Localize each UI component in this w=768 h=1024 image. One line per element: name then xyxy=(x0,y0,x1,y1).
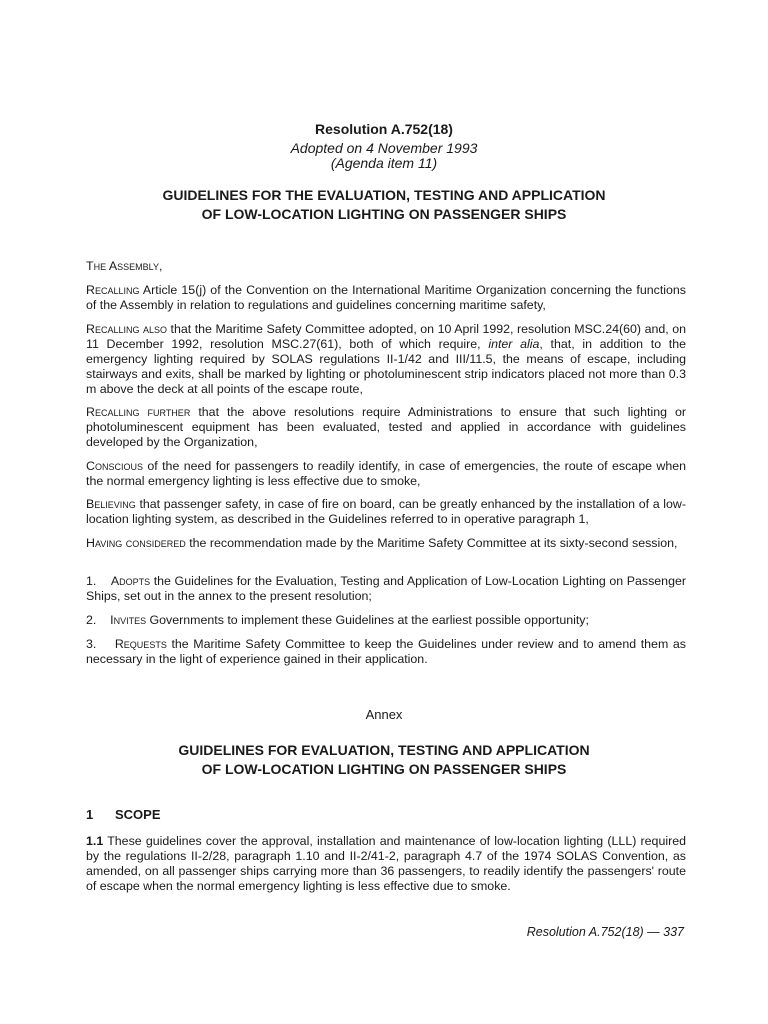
agenda-item: (Agenda item 11) xyxy=(330,155,438,171)
scope-paragraph xyxy=(86,834,686,894)
operative-text-3: the Maritime Safety Committee to keep the Guidelines under review and to amend them as necessary in the light of experience gained in their application. xyxy=(86,637,686,666)
resolution-heading-line-2: OF LOW-LOCATION LIGHTING ON PASSENGER SHIPS xyxy=(201,206,567,222)
preamble-lead-1: Recalling xyxy=(86,283,140,297)
operative-lead-2: Invites xyxy=(110,613,147,627)
adoption-date: Adopted on 4 November 1993 xyxy=(290,140,478,156)
preamble-text-5: that passenger safety, in case of fire on board, can be greatly enhanced by the installation of a low-location lighting system, as described in the Guidelines referred to in operative paragraph 1, xyxy=(86,497,686,526)
operative-paragraph-1 xyxy=(86,574,686,604)
operative-lead-3: Requests xyxy=(114,637,167,651)
operative-number-3: 3. xyxy=(86,637,97,651)
preamble-italic-2: inter alia xyxy=(488,337,540,351)
preamble-text-1: Article 15(j) of the Convention on the International Maritime Organization concerning the functions of the Assembly in relation to regulations and guidelines concerning maritime safety, xyxy=(86,283,686,312)
resolution-title: Resolution A.752(18) xyxy=(315,121,453,137)
preamble-lead-5: Believing xyxy=(86,497,136,511)
preamble-paragraph-5 xyxy=(86,497,686,527)
operative-number-1: 1. xyxy=(86,574,97,588)
preamble-text-6: the recommendation made by the Maritime Safety Committee at its sixty-second session, xyxy=(185,536,678,550)
operative-text-2: Governments to implement these Guidelines at the earliest possible opportunity; xyxy=(146,613,589,627)
preamble-text-2b: , that, in addition to the emergency lighting required by SOLAS regulations II-1/42 and III/11.5, the means of escape, including stairways and exits, shall be marked by lighting or photoluminescent strip indicators placed not more than 0.3 m above the deck at all points of the escape route, xyxy=(86,337,687,396)
operative-paragraph-2 xyxy=(86,613,686,628)
annex-label: Annex xyxy=(365,707,403,722)
preamble-text-3: that the above resolutions require Administrations to ensure that such lighting or photoluminescent equipment has been evaluated, tested and applied in accordance with guidelines developed by the Organization, xyxy=(86,405,687,449)
preamble-paragraph-1 xyxy=(86,283,686,313)
operative-paragraph-3 xyxy=(86,637,686,667)
scope-paragraph-text: These guidelines cover the approval, installation and maintenance of low-location lighting (LLL) required by the regulations II-2/28, paragraph 1.10 and II-2/41-2, paragraph 4.7 of the 1974 SOLAS Convention, as amended, on all passenger ships carrying more than 36 passengers, to readily identify the passengers' route of escape when the normal emergency lighting is less effective due to smoke. xyxy=(86,834,686,893)
section-title: SCOPE xyxy=(115,807,161,822)
preamble-paragraph-3 xyxy=(86,405,686,450)
operative-number-2: 2. xyxy=(86,613,97,627)
preamble-lead-6: Having considered xyxy=(86,536,186,550)
section-number: 1 xyxy=(86,807,94,822)
preamble-paragraph-4 xyxy=(86,459,686,489)
preamble-paragraph-2 xyxy=(86,322,686,397)
preamble-text-2a: that the Maritime Safety Committee adopted, on 10 April 1992, resolution MSC.24(60) and, on 11 December 1992, resolution MSC.27(61), both of which require, xyxy=(86,322,686,351)
preamble-lead-4: Conscious xyxy=(86,459,143,473)
preamble-paragraph-6 xyxy=(86,536,686,551)
preamble-text-4: of the need for passengers to readily identify, in case of emergencies, the route of escape when the normal emergency lighting is less effective due to smoke, xyxy=(86,459,686,488)
operative-lead-1: Adopts xyxy=(110,574,151,588)
annex-heading xyxy=(0,741,768,779)
annex-heading-line-1: GUIDELINES FOR EVALUATION, TESTING AND APPLICATION xyxy=(178,742,590,758)
resolution-heading-line-1: GUIDELINES FOR THE EVALUATION, TESTING AND APPLICATION xyxy=(162,187,606,203)
scope-paragraph-number: 1.1 xyxy=(86,834,104,848)
page-footer: Resolution A.752(18) — 337 xyxy=(526,925,684,939)
preamble-lead-3: Recalling further xyxy=(86,405,191,419)
annex-heading-line-2: OF LOW-LOCATION LIGHTING ON PASSENGER SHIPS xyxy=(201,761,567,777)
assembly-salutation: The Assembly, xyxy=(86,259,163,273)
resolution-heading xyxy=(0,186,768,224)
preamble-lead-2: Recalling also xyxy=(86,322,167,336)
operative-text-1: the Guidelines for the Evaluation, Testing and Application of Low-Location Lighting on Passenger Ships, set out in the annex to the present resolution; xyxy=(86,574,686,603)
